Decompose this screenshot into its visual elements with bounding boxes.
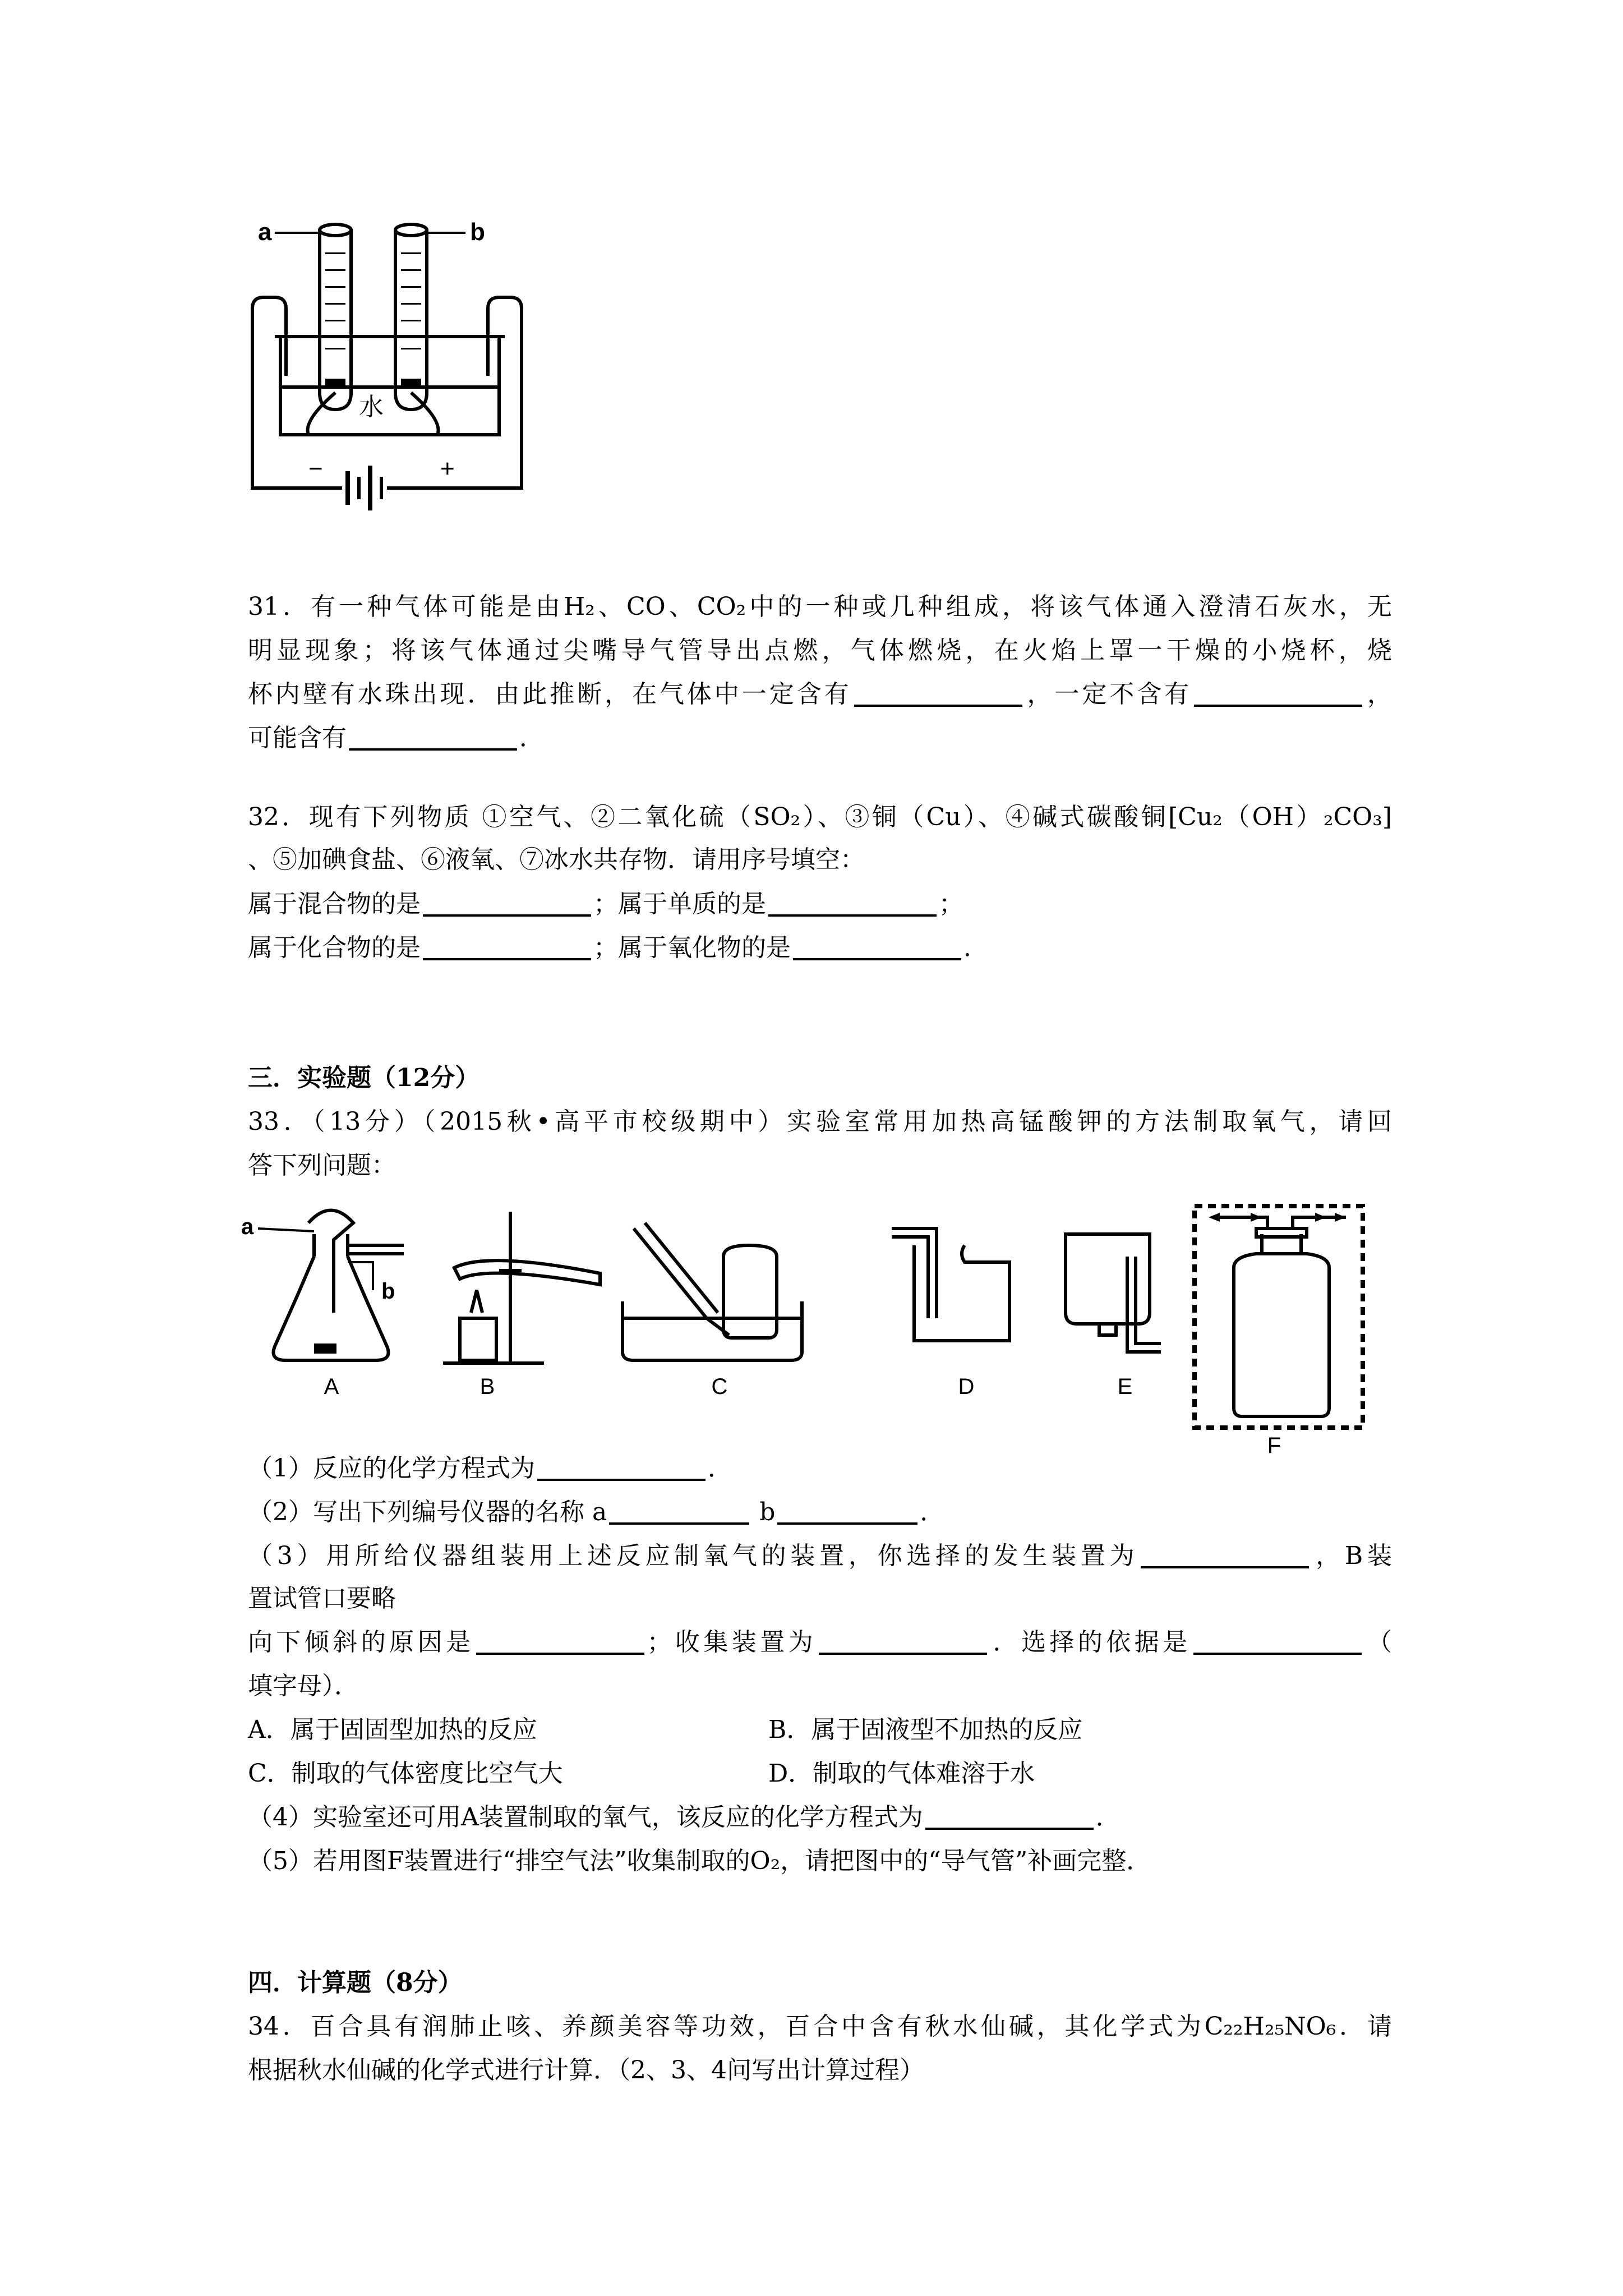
q33-part-3-line-3: 向下倾斜的原因是 ；收集装置为 ．选择的依据是 （ [248,1628,1393,1657]
q34-line-2: 根据秋水仙碱的化学式进行计算．（2、3、4问写出计算过程） [248,2056,924,2085]
fig-label-C: C [711,1374,728,1399]
fig-label-B: B [479,1374,495,1399]
fig-label-A: A [324,1374,339,1399]
q33-line-1: 33．（13分）（2015秋•高平市校级期中）实验室常用加热高锰酸钾的方法制取氧气，请回 [248,1107,1392,1136]
q33-part-2: （2）写出下列编号仪器的名称 a b ． [248,1498,945,1526]
q31-line-2: 明显现象；将该气体通过尖嘴导气管导出点燃，气体燃烧，在火焰上罩一干燥的小烧杯，烧 [248,636,1392,665]
q33-blank-b[interactable] [777,1498,917,1525]
q32-line-4: 属于化合物的是 ；属于氧化物的是 ． [248,933,988,962]
q31-line-3: 杯内壁有水珠出现．由此推断，在气体中一定含有 ，一定不含有 ， [248,680,1393,708]
fig-label-D: D [958,1374,975,1399]
q31-blank-possible[interactable] [349,724,517,751]
fig-label-E: E [1117,1374,1133,1399]
q33-blank-equation-a[interactable] [925,1803,1094,1830]
q32-blank-compound[interactable] [423,933,591,960]
q33-blank-reason[interactable] [476,1628,644,1655]
electrolysis-minus: − [308,455,323,482]
q32-line-3: 属于混合物的是 ；属于单质的是 ； [248,890,963,918]
q31-blank-contains[interactable] [854,680,1022,707]
q32-blank-element[interactable] [768,890,937,917]
apparatus-figure [241,1200,1408,1436]
electrolysis-figure [241,208,533,533]
section-4-title: 四．计算题（8分） [248,1968,463,1997]
q33-part-3-line-4: 填字母）． [248,1672,359,1700]
q33-blank-a[interactable] [609,1498,749,1525]
q31-line-1: 31．有一种气体可能是由H₂、CO、CO₂中的一种或几种组成，将该气体通入澄清石灰水，无 [248,592,1392,621]
fig-label-F: F [1267,1433,1281,1458]
q31-line-4: 可能含有 ． [248,724,544,752]
q33-line-2: 答下列问题： [248,1151,396,1180]
q31-blank-not-contains[interactable] [1194,680,1362,707]
q33-blank-generator[interactable] [1141,1542,1309,1568]
electrolysis-label-a: a [258,218,272,246]
electrolysis-label-b: b [470,218,485,246]
q33-part-1: （1）反应的化学方程式为 ． [248,1454,732,1483]
q33-part-4: （4）实验室还可用A装置制取的氧气，该反应的化学方程式为 ． [248,1803,1121,1832]
q33-option-d: D．制取的气体难溶于水 [768,1759,1035,1788]
q33-blank-collector[interactable] [819,1628,987,1655]
q33-part-3-line-2: 置试管口要略 [248,1584,396,1613]
q32-line-2: 、⑤加碘食盐、⑥液氧、⑦冰水共存物．请用序号填空： [248,845,865,874]
q33-option-b: B．属于固液型不加热的反应 [768,1715,1083,1744]
electrolysis-plus: + [440,455,455,482]
q34-line-1: 34．百合具有润肺止咳、养颜美容等功效，百合中含有秋水仙碱，其化学式为C₂₂H₂₅NO₆．请 [248,2012,1392,2041]
q33-part-5: （5）若用图F装置进行“排空气法”收集制取的O₂，请把图中的“导气管”补画完整． [248,1847,1151,1875]
q32-line-1: 32．现有下列物质 ①空气、②二氧化硫（SO₂）、③铜（Cu）、④碱式碳酸铜[Cu₂（OH）₂CO₃] [248,803,1392,831]
q33-option-a: A．属于固固型加热的反应 [248,1715,537,1744]
q32-blank-oxide[interactable] [793,933,961,960]
electrolysis-water-label: 水 [359,393,384,421]
fig-a-label-a: a [241,1214,254,1239]
q33-part-3-line-1: （3）用所给仪器组装用上述反应制氧气的装置，你选择的发生装置为 ，B装 [248,1542,1392,1570]
q33-option-c: C．制取的气体密度比空气大 [248,1759,563,1788]
section-3-title: 三．实验题（12分） [248,1064,480,1092]
fig-a-label-b: b [381,1279,395,1304]
q32-blank-mixture[interactable] [423,890,591,917]
q33-blank-equation[interactable] [537,1454,706,1481]
q33-blank-basis[interactable] [1193,1628,1362,1655]
